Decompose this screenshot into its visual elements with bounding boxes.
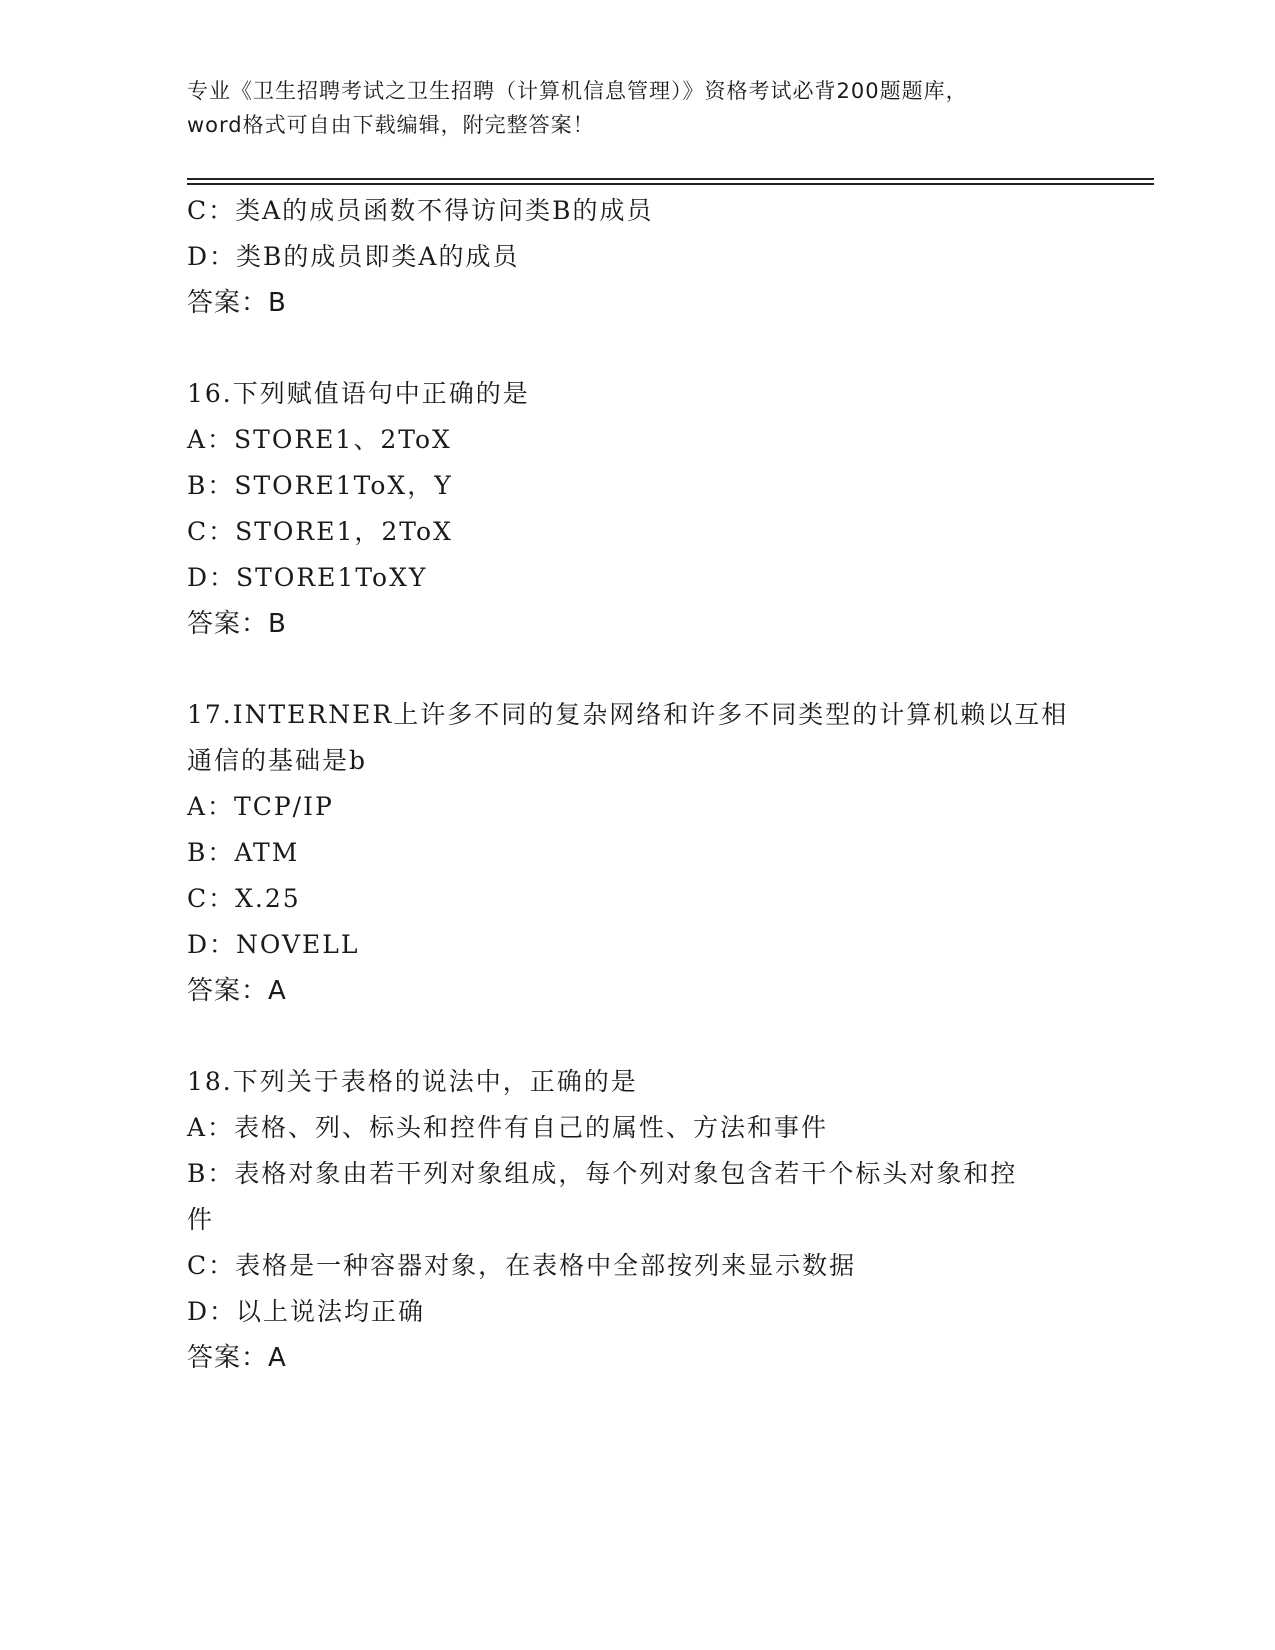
option-d: D：NOVELL (187, 930, 360, 959)
option-a: A：TCP/IP (187, 792, 334, 821)
option-c: C：STORE1，2ToX (187, 517, 453, 546)
question-spacer (187, 647, 1087, 692)
option-b-line-2: 件 (187, 1205, 215, 1234)
option-a: A：表格、列、标头和控件有自己的属性、方法和事件 (187, 1113, 829, 1142)
option-c: C：X.25 (187, 884, 301, 913)
question-16 (187, 371, 1087, 647)
question-spacer (187, 1014, 1087, 1059)
option-a: A：STORE1、2ToX (187, 425, 452, 454)
option-b: B：STORE1ToX，Y (187, 471, 453, 500)
option-d: D：类B的成员即类A的成员 (187, 242, 520, 271)
option-d: D：以上说法均正确 (187, 1297, 426, 1326)
question-15-continued (187, 188, 1087, 326)
question-stem: 18.下列关于表格的说法中，正确的是 (187, 1067, 638, 1096)
question-stem-line-1: 17.INTERNER上许多不同的复杂网络和许多不同类型的计算机赖以互相 (187, 700, 1069, 729)
question-stem-line-2: 通信的基础是b (187, 746, 368, 775)
question-stem: 16.下列赋值语句中正确的是 (187, 379, 530, 408)
option-c: C：类A的成员函数不得访问类B的成员 (187, 196, 654, 225)
option-d: D：STORE1ToXY (187, 563, 428, 592)
answer-line: 答案：A (187, 976, 287, 1006)
header-title-line-1: 专业《卫生招聘考试之卫生招聘（计算机信息管理）》资格考试必背200题题库， (187, 79, 968, 103)
question-spacer (187, 326, 1087, 371)
option-c: C：表格是一种容器对象，在表格中全部按列来显示数据 (187, 1251, 857, 1280)
document-header (187, 74, 1087, 142)
question-18 (187, 1059, 1087, 1381)
option-b-line-1: B：表格对象由若干列对象组成，每个列对象包含若干个标头对象和控 (187, 1159, 1018, 1188)
option-b: B：ATM (187, 838, 300, 867)
header-divider-top (187, 178, 1154, 180)
answer-line: 答案：B (187, 288, 287, 318)
question-17 (187, 692, 1087, 1014)
answer-line: 答案：B (187, 609, 287, 639)
answer-line: 答案：A (187, 1343, 287, 1373)
header-divider-bottom (187, 183, 1154, 185)
header-title-line-2: word格式可自由下载编辑，附完整答案！ (187, 113, 595, 137)
question-list (187, 188, 1087, 1381)
